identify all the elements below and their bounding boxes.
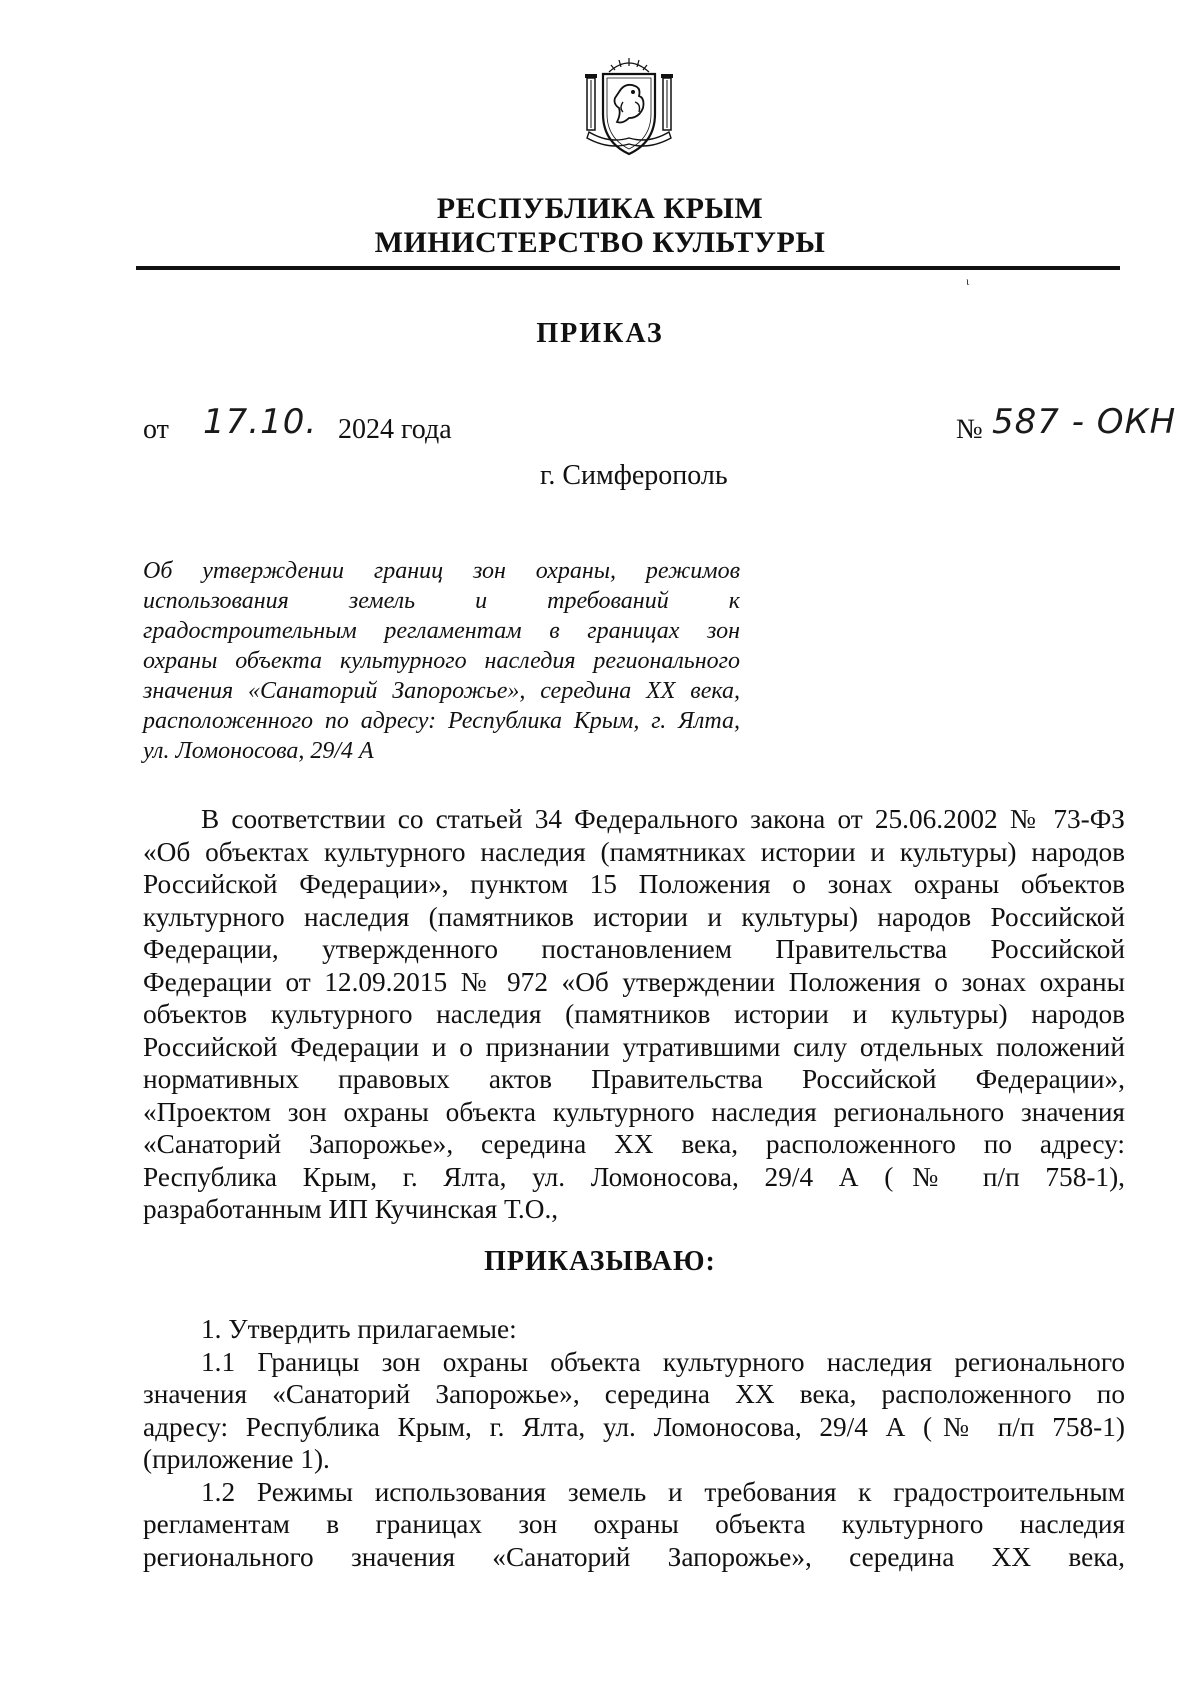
subject-line: градостроительным регламентам в границах зон: [143, 618, 740, 644]
preamble-line: «Санаторий Запорожье», середина XX века, расположенного по адресу:: [143, 1129, 1125, 1159]
handwritten-date: 17.10.: [203, 402, 318, 442]
subject-line: значения «Санаторий Запорожье», середина XX века,: [143, 678, 740, 704]
item-1-2-line: регионального значения «Санаторий Запорожье», середина XX века,: [143, 1541, 1125, 1572]
item-1-1-line: значения «Санаторий Запорожье», середина XX века, расположенного по: [143, 1379, 1125, 1409]
subject-line: охраны объекта культурного наследия регионального: [143, 648, 740, 674]
preamble-line: «Проектом зон охраны объекта культурного наследия регионального значения: [143, 1096, 1125, 1127]
item-1: 1. Утвердить прилагаемые:: [201, 1314, 517, 1344]
item-1-1-line: 1.1 Границы зон охраны объекта культурного наследия регионального: [201, 1346, 1125, 1377]
preamble-line: Республика Крым, г. Ялта, ул. Ломоносова, 29/4 А (№ п/п 758-1),: [143, 1161, 1125, 1192]
subject-line: ул. Ломоносова, 29/4 А: [143, 738, 374, 764]
document-city: г. Симферополь: [540, 460, 728, 491]
document-subject: [143, 556, 740, 766]
crimea-coat-of-arms-icon: [578, 52, 680, 162]
header-divider: [136, 266, 1120, 270]
preamble-line: культурного наследия (памятников истории и культуры) народов Российской: [143, 901, 1125, 932]
preamble-line: разработанным ИП Кучинская Т.О.,: [143, 1194, 559, 1224]
document-title: ПРИКАЗ: [536, 318, 664, 349]
preamble-line: В соответствии со статьей 34 Федерального закона от 25.06.2002 № 73-ФЗ: [201, 804, 1125, 834]
ministry-name: МИНИСТЕРСТВО КУЛЬТУРЫ: [374, 226, 826, 259]
subject-line: Об утверждении границ зон охраны, режимов: [143, 558, 740, 584]
item-1-2-line: регламентам в границах зон охраны объекта культурного наследия: [143, 1509, 1125, 1539]
preamble-line: «Об объектах культурного наследия (памятниках истории и культуры) народов: [143, 836, 1125, 867]
preamble-line: Федерации от 12.09.2015 № 972 «Об утверждении Положения о зонах охраны: [143, 966, 1125, 997]
date-number-row: [0, 402, 1200, 460]
preamble-line: Федерации, утвержденного постановлением Правительства Российской: [143, 934, 1125, 964]
order-items: [143, 1313, 1125, 1573]
rule-tick-mark: ι: [966, 274, 970, 288]
subject-line: использования земель и требований к: [143, 588, 740, 614]
handwritten-number: 587 - ОКН: [992, 402, 1177, 442]
republic-name: РЕСПУБЛИКА КРЫМ: [436, 192, 764, 225]
preamble-line: объектов культурного наследия (памятников истории и культуры) народов: [143, 999, 1125, 1029]
preamble-line: Российской Федерации и о признании утратившими силу отдельных положений: [143, 1031, 1125, 1062]
preamble-line: Российской Федерации», пунктом 15 Положения о зонах охраны объектов: [143, 869, 1125, 899]
item-1-2-line: 1.2 Режимы использования земель и требования к градостроительным: [201, 1476, 1125, 1507]
item-1-1-line: адресу: Республика Крым, г. Ялта, ул. Ломоносова, 29/4 А (№ п/п 758-1): [143, 1411, 1125, 1442]
date-prefix: от: [143, 414, 169, 445]
number-prefix: №: [956, 414, 983, 445]
document-year: 2024 года: [338, 414, 452, 445]
order-verb: ПРИКАЗЫВАЮ:: [484, 1246, 716, 1277]
item-1-1-line: (приложение 1).: [143, 1444, 330, 1474]
preamble-line: нормативных правовых актов Правительства Российской Федерации»,: [143, 1064, 1125, 1094]
preamble-paragraph: [143, 803, 1125, 1226]
subject-line: расположенного по адресу: Республика Крым, г. Ялта,: [143, 708, 740, 734]
